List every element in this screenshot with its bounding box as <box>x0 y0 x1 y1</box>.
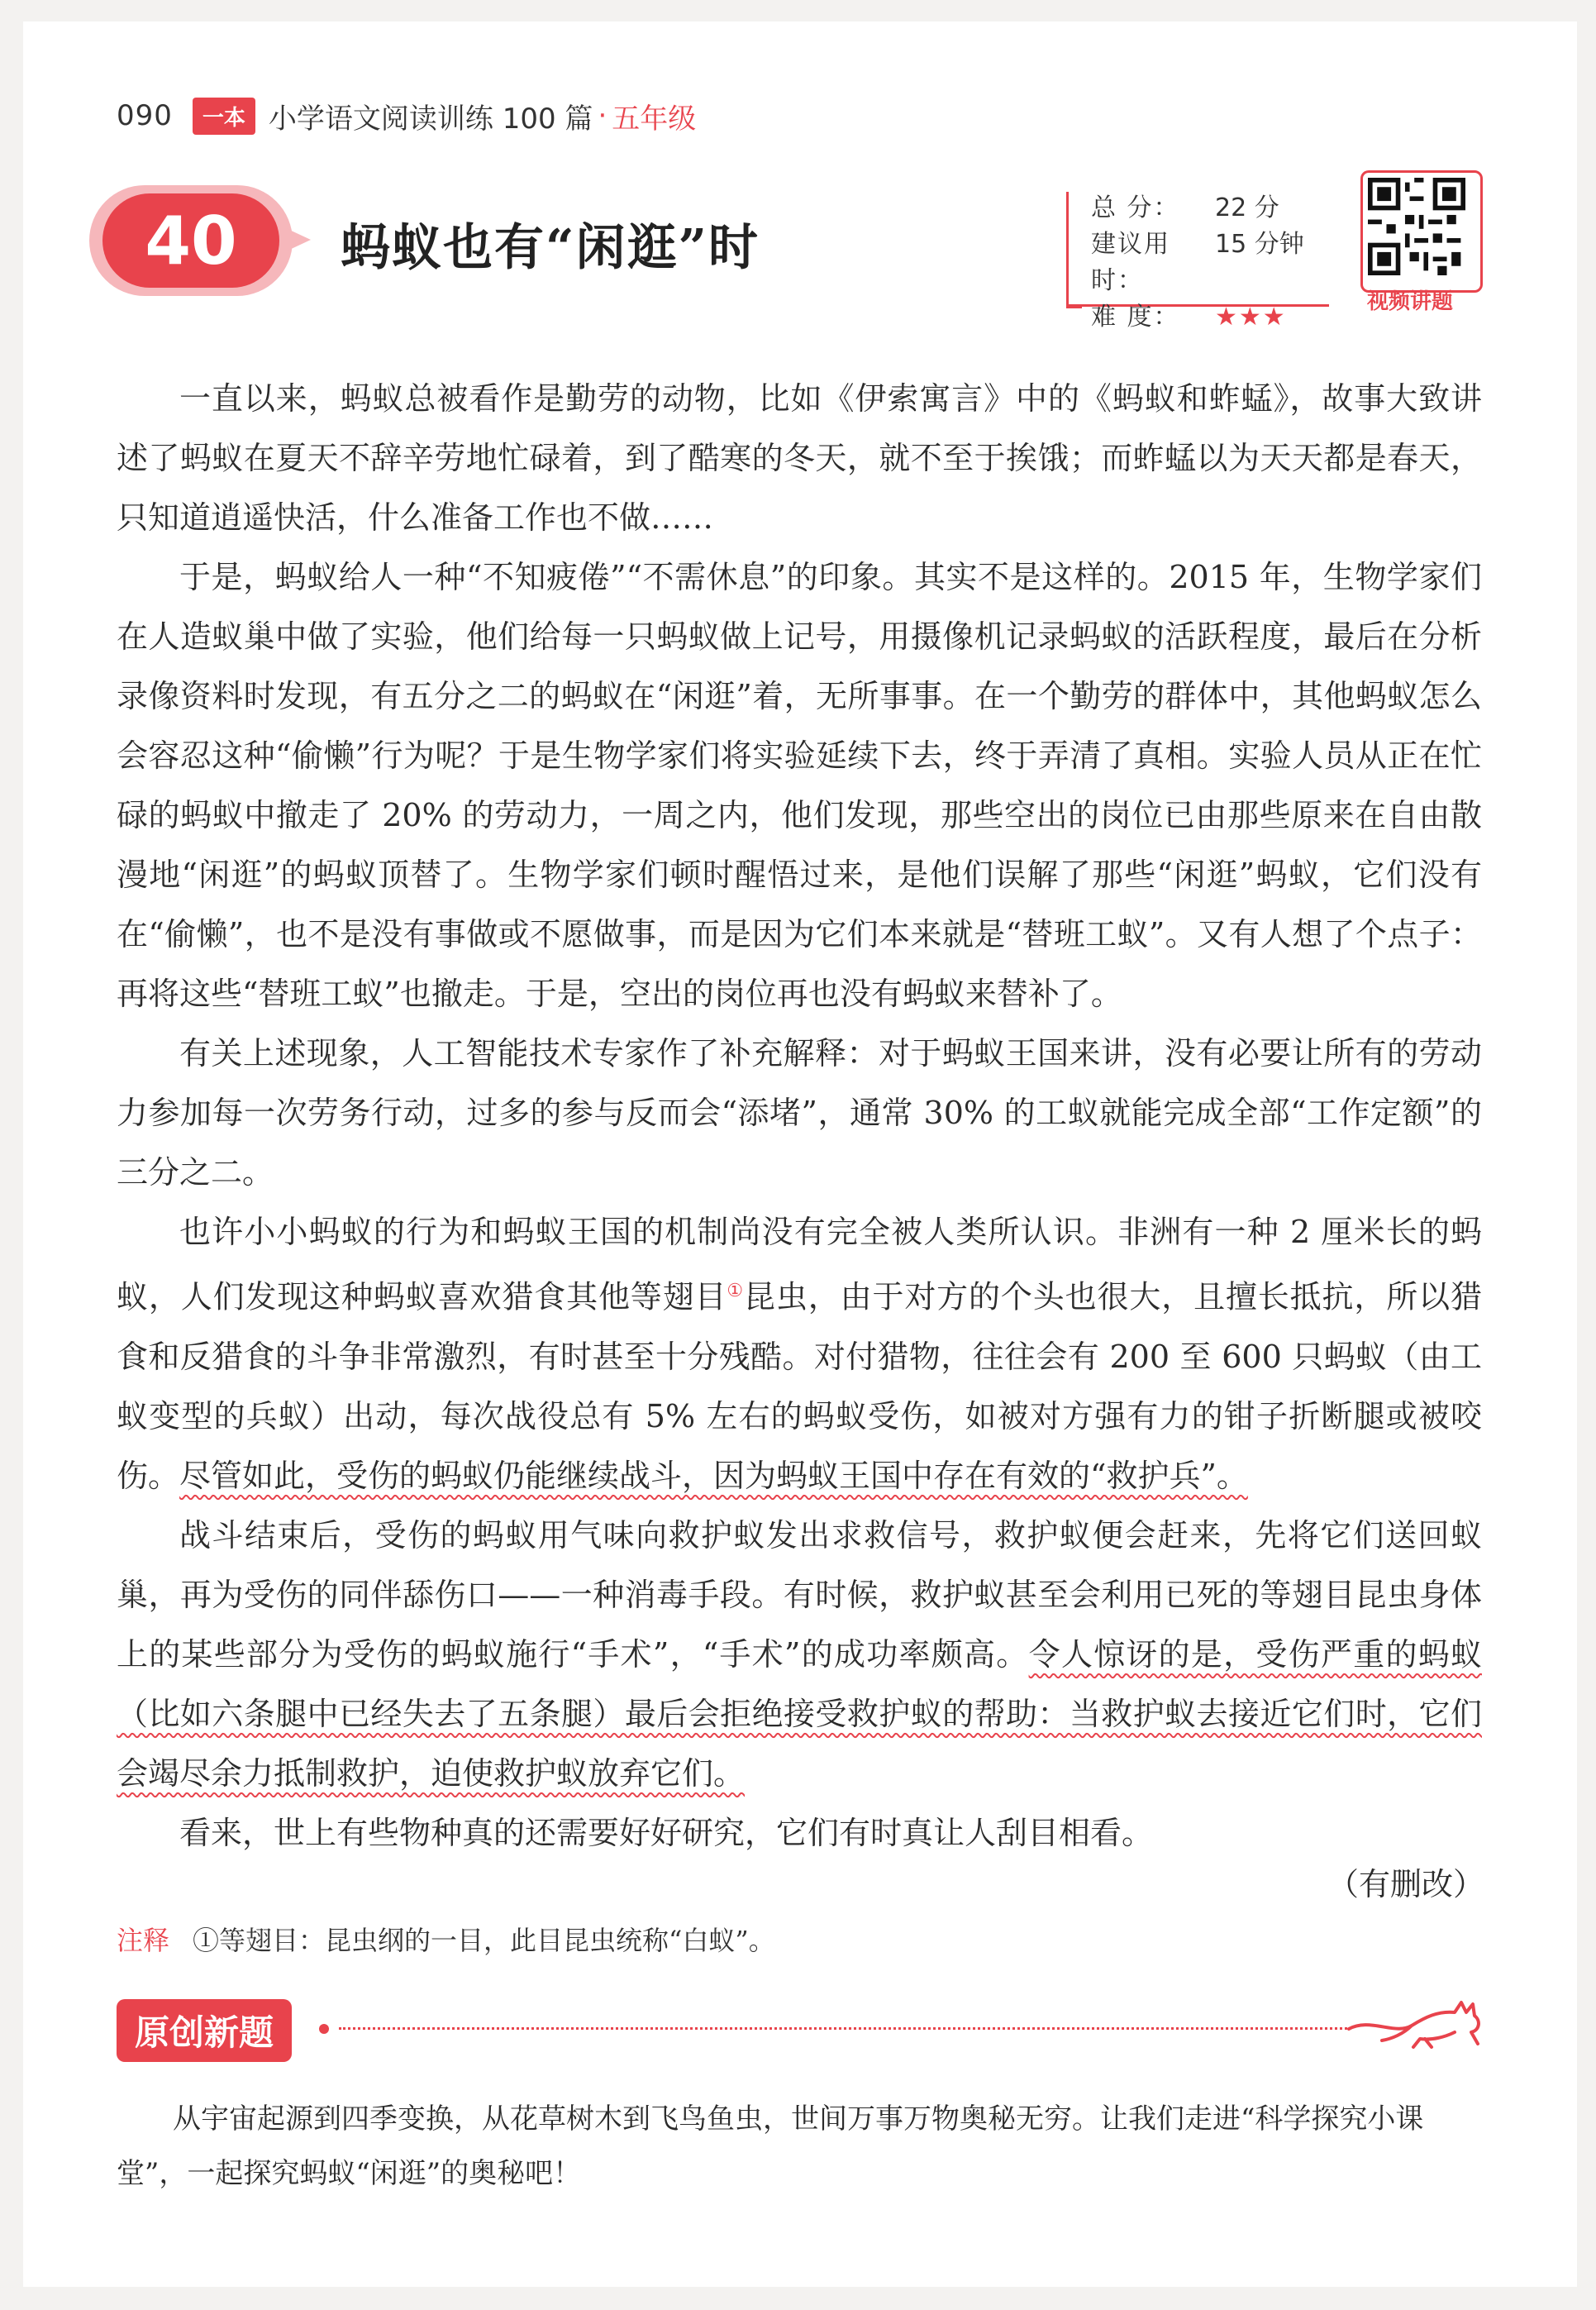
section-title: 原创新题 <box>117 1999 292 2062</box>
paragraph-5-text: 战斗结束后，受伤的蚂蚁用气味向救护蚁发出求救信号，救护蚁便会赶来，先将它们送回蚁巢，再为受伤的同伴舔伤口——一种消毒手段。有时候，救护蚁甚至会利用已死的等翅目昆虫身体上的某些部分为受伤的蚂蚁施行“手术”，“手术”的成功率颇高。 <box>117 1516 1482 1673</box>
difficulty-label: 难 度： <box>1091 303 1180 332</box>
header-separator: · <box>598 99 607 132</box>
lesson-title: 蚂蚁也有“闲逛”时 <box>341 219 760 277</box>
paragraph-1: 一直以来，蚂蚁总被看作是勤劳的动物，比如《伊索寓言》中的《蚂蚁和蚱蜢》，故事大致讲述了蚂蚁在夏天不辞辛劳地忙碌着，到了酷寒的冬天，就不至于挨饿；而蚱蜢以为天天都是春天，只知道逍遥快活，什么准备工作也不做…… <box>117 380 1482 536</box>
underlined-sentence-1: 尽管如此，受伤的蚂蚁仍能继续战斗，因为蚂蚁王国中存在有效的“救护兵”。 <box>179 1457 1248 1494</box>
time-value: 15 分钟 <box>1215 230 1304 259</box>
lesson-badge-tail <box>286 228 311 251</box>
page-number: 090 <box>117 99 173 132</box>
paragraph-6: 看来，世上有些物种真的还需要好好研究，它们有时真让人刮目相看。 <box>179 1814 1154 1851</box>
cat-icon <box>1346 1993 1486 2050</box>
series-title: 小学语文阅读训练 100 篇 <box>268 102 593 136</box>
difficulty-row <box>1091 299 1304 336</box>
brand-badge: 一本 <box>193 98 255 135</box>
footnote <box>117 1920 775 1958</box>
video-explanation-link[interactable]: 视频讲题 <box>1367 289 1454 314</box>
paragraph-4-text-b: 昆虫，由于对方的个头也很大，且擅长抵抗，所以猎食和反猎食的斗争非常激烈，有时甚至十分残酷。对付猎物，往往会有 200 至 600 只蚂蚁（由工蚁变型的兵蚁）出动，每次战役总有 5% 左右的蚂蚁受伤，如被对方强有力的钳子折断腿或被咬伤。 <box>117 1278 1482 1494</box>
total-score-value: 22 分 <box>1215 193 1279 222</box>
underlined-sentence-2: 令人惊讶的是，受伤严重的蚂蚁（比如六条腿中已经失去了五条腿）最后会拒绝接受救护蚁的帮助：当救护蚁去接近它们时，它们会竭尽余力抵制救护，迫使救护蚁放弃它们。 <box>117 1635 1482 1792</box>
footnote-marker[interactable]: ① <box>727 1281 744 1301</box>
difficulty-stars: ★★★ <box>1215 303 1287 332</box>
time-row <box>1091 227 1304 299</box>
info-bracket <box>1066 192 1082 308</box>
section-intro-text: 从宇宙起源到四季变换，从花草树木到飞鸟鱼虫，世间万事万物奥秘无穷。让我们走进“科学探究小课堂”，一起探究蚂蚁“闲逛”的奥秘吧！ <box>117 2102 1424 2190</box>
paragraph-2: 于是，蚂蚁给人一种“不知疲倦”“不需休息”的印象。其实不是这样的。2015 年，生物学家们在人造蚁巢中做了实验，他们给每一只蚂蚁做上记号，用摄像机记录蚂蚁的活跃程度，最后在分析录像资料时发现，有五分之二的蚂蚁在“闲逛”着，无所事事。在一个勤劳的群体中，其他蚂蚁怎么会容忍这种“偷懒”行为呢？于是生物学家们将实验延续下去，终于弄清了真相。实验人员从正在忙碌的蚂蚁中撤走了 20% 的劳动力，一周之内，他们发现，那些空出的岗位已由那些原来在自由散漫地“闲逛”的蚂蚁顶替了。生物学家们顿时醒悟过来，是他们误解了那些“闲逛”蚂蚁，它们没有在“偷懒”，也不是没有事做或不愿做事，而是因为它们本来就是“替班工蚁”。又有人想了个点子：再将这些“替班工蚁”也撤走。于是，空出的岗位再也没有蚂蚁来替补了。 <box>117 559 1482 1012</box>
article-body <box>117 369 1482 1863</box>
info-box <box>1091 190 1304 336</box>
section-dotted-line <box>339 2027 1347 2030</box>
section-dot <box>319 2024 329 2034</box>
running-header <box>117 93 696 139</box>
total-score-row <box>1091 190 1304 227</box>
lesson-number: 40 <box>145 202 237 279</box>
grade-label: 五年级 <box>612 102 697 136</box>
lesson-badge <box>102 193 279 288</box>
paragraph-4-text-a: 也许小小蚂蚁的行为和蚂蚁王国的机制尚没有完全被人类所认识。非洲有一种 2 厘米长的蚂蚁，人们发现这种蚂蚁喜欢猎食其他等翅目 <box>117 1214 1482 1315</box>
qr-code[interactable] <box>1360 170 1483 293</box>
footnote-label: 注释 <box>117 1925 170 1956</box>
time-label: 建议用时： <box>1091 230 1170 295</box>
total-score-label: 总 分： <box>1091 193 1180 222</box>
paragraph-5 <box>117 1506 1482 1803</box>
paragraph-4 <box>117 1202 1482 1506</box>
qr-code-icon <box>1368 178 1465 275</box>
paragraph-3: 有关上述现象，人工智能技术专家作了补充解释：对于蚂蚁王国来讲，没有必要让所有的劳动力参加每一次劳务行动，过多的参与反而会“添堵”，通常 30% 的工蚁就能完成全部“工作定额”的三分之二。 <box>117 1035 1482 1191</box>
footnote-text: ①等翅目：昆虫纲的一目，此目昆虫统称“白蚁”。 <box>193 1925 775 1956</box>
source-note: （有删改） <box>1327 1866 1484 1902</box>
section-intro <box>117 2092 1482 2201</box>
